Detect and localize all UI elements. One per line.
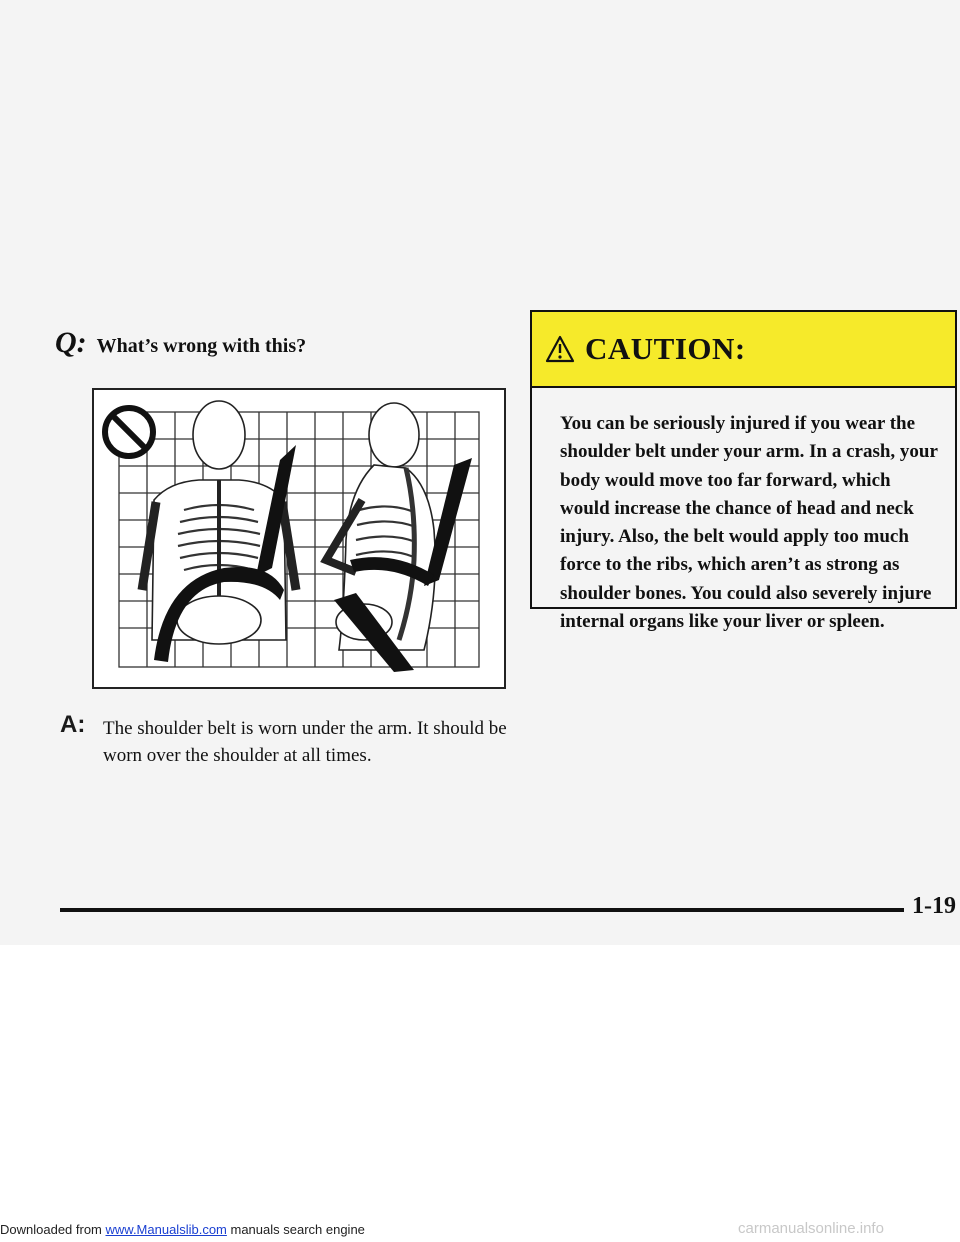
caution-header [532, 312, 955, 388]
manualslib-link[interactable]: www.Manualslib.com [105, 1222, 227, 1237]
question-letter: Q: [55, 326, 87, 359]
caution-title: CAUTION: [585, 331, 746, 366]
question-text: What’s wrong with this? [96, 335, 307, 357]
watermark: carmanualsonline.info [738, 1220, 884, 1237]
answer-letter: A: [60, 711, 86, 738]
question [55, 326, 306, 360]
seatbelt-illustration [92, 388, 506, 689]
seatbelt-illustration-drawing [94, 390, 504, 687]
download-caption-prefix: Downloaded from [0, 1222, 106, 1237]
front-torso-figure [142, 401, 296, 662]
warning-triangle-icon [545, 335, 575, 363]
answer [60, 711, 520, 769]
caution-body: You can be seriously injured if you wear the shoulder belt under your arm. In a crash, your body would move too far forward, which would increase the chance of head and neck injury. Also, the belt would apply too much force to the ribs, which aren’t as strong as shoulder bones. You could also severely injure internal organs like your liver or spleen. [560, 413, 938, 633]
answer-text: The shoulder belt is worn under the arm. It should be worn over the shoulder at all times. [103, 718, 507, 766]
page-number: 1-19 [912, 893, 956, 919]
caution-box [530, 310, 957, 633]
download-caption [0, 1222, 365, 1237]
prohibition-icon [105, 408, 153, 456]
download-caption-suffix: manuals search engine [226, 1222, 365, 1237]
footer-rule [60, 908, 904, 912]
side-torso-figure [326, 403, 472, 672]
